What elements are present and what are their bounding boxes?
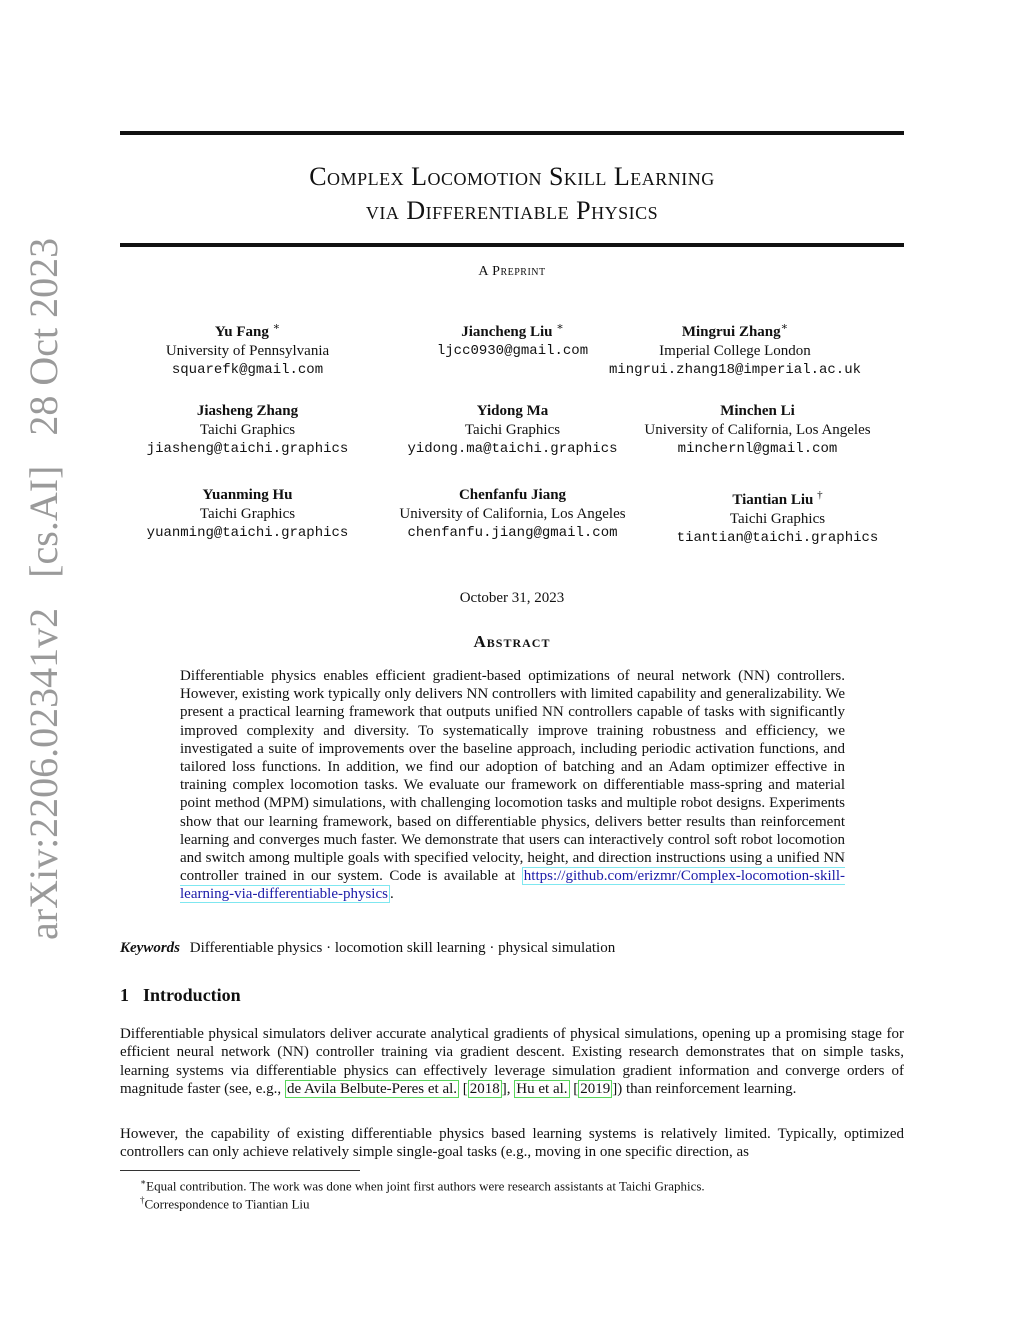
author-name: Chenfanfu Jiang — [458, 487, 567, 503]
author-email: squarefk@gmail.com — [171, 362, 324, 378]
paper-title — [120, 160, 904, 228]
author-name: Yidong Ma — [476, 403, 549, 419]
author-affiliation: Taichi Graphics — [199, 422, 296, 438]
abstract-body: Differentiable physics enables efficient gradient-based optimizations of neural network (NN) controllers. However, existing work typically only delivers NN controllers with limited capability and generalizability. We present a practical learning framework that outputs unified NN controllers capable of tasks with significantly improved complexity and diversity. To systematically improve training robustness and efficiency, we investigated a suite of improvements over the baseline approach, including periodic activation functions, and tailored loss functions. In addition, we find our adoption of batching and an Adam optimizer effective in training complex locomotion tasks. We evaluate our framework on differentiable mass-spring and material point method (MPM) simulations, with challenging locomotion tasks and multiple robot designs. Experiments show that our learning framework, based on differentiable physics, delivers better results than reinforcement learning and converges much faster. We demonstrate that users can interactively control soft robot locomotion and switch among multiple goals with specified velocity, height, and direction instructions using a unified NN controller trained in our system. Code is available at https://github.com/erizmr/Complex-locomotion-skill-learning-via-differentiable-physics . — [180, 668, 845, 903]
title-line-1: Complex Locomotion Skill Learning — [309, 162, 715, 191]
author-name: Yu Fang ∗ — [214, 321, 281, 340]
footnote-rule — [120, 1170, 360, 1171]
author-name: Jiasheng Zhang — [196, 403, 299, 419]
author-name: Yuanming Hu — [202, 487, 293, 503]
author-affiliation: University of California, Los Angeles — [399, 506, 626, 522]
author-email: minchernl@gmail.com — [677, 441, 838, 457]
author-affiliation: University of Pennsylvania — [165, 343, 330, 359]
author-affiliation: Taichi Graphics — [199, 506, 296, 522]
author-name: Mingrui Zhang∗ — [681, 321, 789, 340]
citation-year-link[interactable]: 2019 — [580, 1081, 611, 1098]
author-block — [120, 318, 375, 380]
arxiv-category: [cs.AI] — [21, 465, 66, 578]
abstract-text: Differentiable physics enables efficient gradient-based optimizations of neural network (NN) controllers. However, existing work typically only delivers NN controllers with limited capability and generalizability. We present a practical learning framework that outputs unified NN controllers capable of tasks with significantly improved complexity and diversity. To systematically improve training robustness and efficiency, we investigated a suite of improvements over the baseline approach, including periodic activation functions, and tailored loss functions. In addition, we find our adoption of batching and an Adam optimizer effective in training complex locomotion tasks. We evaluate our framework on differentiable mass-spring and material point method (MPM) simulations, with challenging locomotion tasks and multiple robot designs. Experiments show that our learning framework, based on differentiable physics, delivers better results than reinforcement learning and converges much faster. We demonstrate that users can interactively control soft robot locomotion and switch among multiple goals with specified velocity, height, and direction instructions using a unified NN controller trained in our system. Code is available at — [180, 668, 845, 885]
author-email: yidong.ma@taichi.graphics — [407, 441, 618, 457]
author-email: mingrui.zhang18@imperial.ac.uk — [608, 362, 862, 378]
author-affiliation: Taichi Graphics — [464, 422, 561, 438]
citation-year-link[interactable]: 2018 — [469, 1081, 500, 1098]
citation-link[interactable]: Hu et al. — [516, 1081, 568, 1098]
title-bottom-rule — [120, 243, 904, 247]
author-name: Minchen Li — [720, 403, 795, 419]
keywords-text: Differentiable physics · locomotion skill learning · physical simulation — [189, 940, 616, 956]
author-email: ljcc0930@gmail.com — [436, 343, 589, 359]
intro-paragraph-1: Differentiable physical simulators deliver accurate analytical gradients of physical simulations, opening up a promising stage for efficient neural network (NN) controller training via gradient descent. Existing research demonstrates that on simple tasks, learning systems via differentiable physics can effectively leverage simulation gradient information and converge orders of magnitude faster (see, e.g., de Avila Belbute-Peres et al. [ 2018 ], Hu et al. [ 2019 ]) than reinforcement learning. — [120, 1026, 904, 1098]
author-name: Jiancheng Liu ∗ — [461, 321, 564, 340]
author-block — [375, 486, 650, 543]
preprint-label: A Preprint — [478, 264, 546, 279]
author-block — [650, 486, 905, 548]
keywords — [120, 940, 904, 957]
author-name: Tiantian Liu † — [732, 489, 823, 508]
author-block — [120, 402, 375, 459]
author-email: tiantian@taichi.graphics — [676, 530, 879, 546]
code-link[interactable]: https://github.com/erizmr/Complex-locomotion-skill-learning-via-differentiable-physics — [180, 868, 845, 903]
title-top-rule — [120, 131, 904, 135]
section-title: Introduction — [143, 985, 241, 1005]
keywords-label: Keywords — [120, 940, 180, 956]
paper-date: October 31, 2023 — [459, 590, 565, 606]
title-line-2: via Differentiable Physics — [365, 196, 659, 225]
intro-paragraph-2: However, the capability of existing differentiable physics based learning systems is relatively limited. Typically, optimized controllers can only achieve relatively simple single-goal tasks (e.g., moving in one specific direction, as — [120, 1126, 904, 1161]
author-block — [620, 402, 895, 459]
author-affiliation: Taichi Graphics — [729, 511, 826, 527]
author-block — [120, 486, 375, 543]
author-block — [590, 318, 880, 380]
author-email: jiasheng@taichi.graphics — [146, 441, 349, 457]
arxiv-stamp — [18, 237, 70, 940]
author-affiliation: University of California, Los Angeles — [644, 422, 871, 438]
author-affiliation: Imperial College London — [659, 343, 811, 359]
arxiv-id: arXiv:2206.02341v2 — [21, 607, 66, 940]
arxiv-date: 28 Oct 2023 — [21, 237, 66, 436]
author-email: chenfanfu.jiang@gmail.com — [407, 525, 618, 541]
footnote: ∗Equal contribution. The work was done when joint first authors were research assistants at Taichi Graphics. — [140, 1177, 705, 1194]
section-heading — [120, 985, 241, 1006]
section-number: 1 — [120, 985, 129, 1005]
abstract-heading: Abstract — [473, 632, 551, 651]
author-email: yuanming@taichi.graphics — [146, 525, 349, 541]
citation-link[interactable]: de Avila Belbute-Peres et al. — [286, 1081, 458, 1098]
author-block — [375, 402, 650, 459]
footnote: †Correspondence to Tiantian Liu — [140, 1195, 310, 1212]
